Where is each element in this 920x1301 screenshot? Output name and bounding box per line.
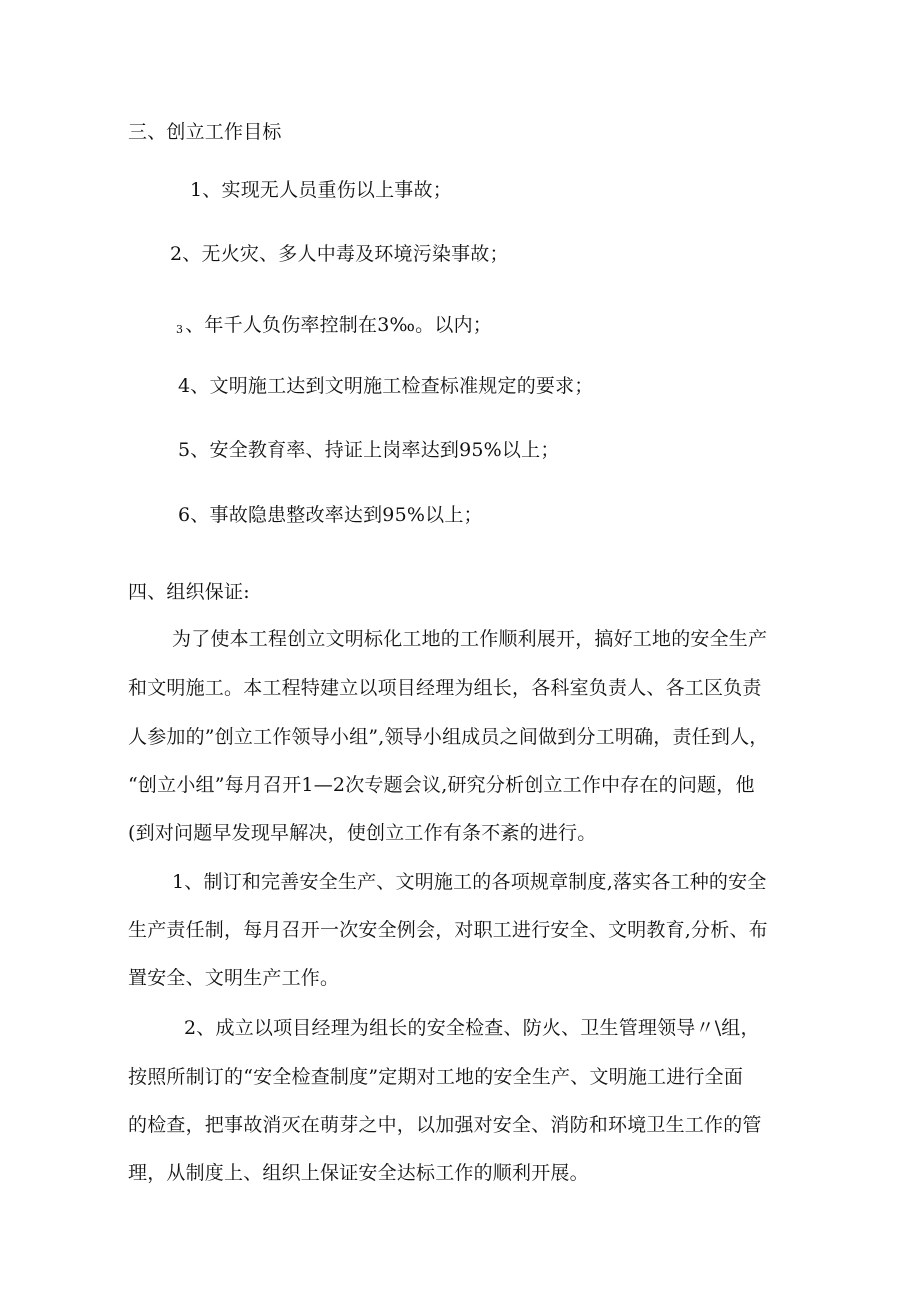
item1-line-2: 生产责任制，每月召开一次安全例会，对职工进行安全、文明教育,分析、布 — [128, 919, 768, 941]
section4-heading: 四、组织保证: — [128, 581, 250, 603]
section3-heading: 三、创立工作目标 — [128, 121, 282, 143]
goal-item-4: 4、文明施工达到文明施工检查标准规定的要求； — [178, 375, 594, 397]
item2-line-1: 2、成立以项目经理为组长的安全检查、防火、卫生管理领导〃\组， — [184, 1017, 760, 1039]
item2-line-2: 按照所制订的“安全检查制度”定期对工地的安全生产、文明施工进行全面 — [128, 1066, 744, 1088]
goal-item-3-text: 、年千人负伤率控制在3‰。以内； — [185, 314, 492, 336]
goal-item-3-number: 3 — [176, 323, 184, 336]
goal-item-5: 5、安全教育率、持证上岗率达到95%以上； — [178, 439, 560, 461]
intro-line-2: 和文明施工。本工程特建立以项目经理为组长，各科室负责人、各工区负责 — [128, 677, 762, 699]
intro-line-3: 人参加的”创立工作领导小组”,领导小组成员之间做到分工明确，责任到人， — [128, 726, 769, 748]
goal-item-2: 2、无火灾、多人中毒及环境污染事故； — [170, 243, 509, 265]
item1-line-1: 1、制订和完善安全生产、文明施工的各项规章制度,落实各工种的安全 — [172, 871, 767, 893]
goal-item-3 — [176, 313, 492, 342]
goal-item-1: 1、实现无人员重伤以上事故； — [190, 179, 452, 201]
intro-line-4: “创立小组”每月召开1—2次专题会议,研究分析创立工作中存在的问题，他 — [128, 774, 755, 796]
intro-line-1: 为了使本工程创立文明标化工地的工作顺利展开，搞好工地的安全生产 — [172, 628, 768, 650]
item1-line-3: 置安全、文明生产工作。 — [128, 967, 340, 989]
item2-line-4: 理，从制度上、组织上保证安全达标工作的顺利开展。 — [128, 1162, 589, 1184]
goal-item-6: 6、事故隐患整改率达到95%以上； — [178, 504, 483, 526]
intro-line-5: (到对问题早发现早解决，使创立工作有条不紊的进行。 — [128, 822, 597, 844]
item2-line-3: 的检查，把事故消灭在萌芽之中，以加强对安全、消防和环境卫生工作的管 — [128, 1114, 762, 1136]
